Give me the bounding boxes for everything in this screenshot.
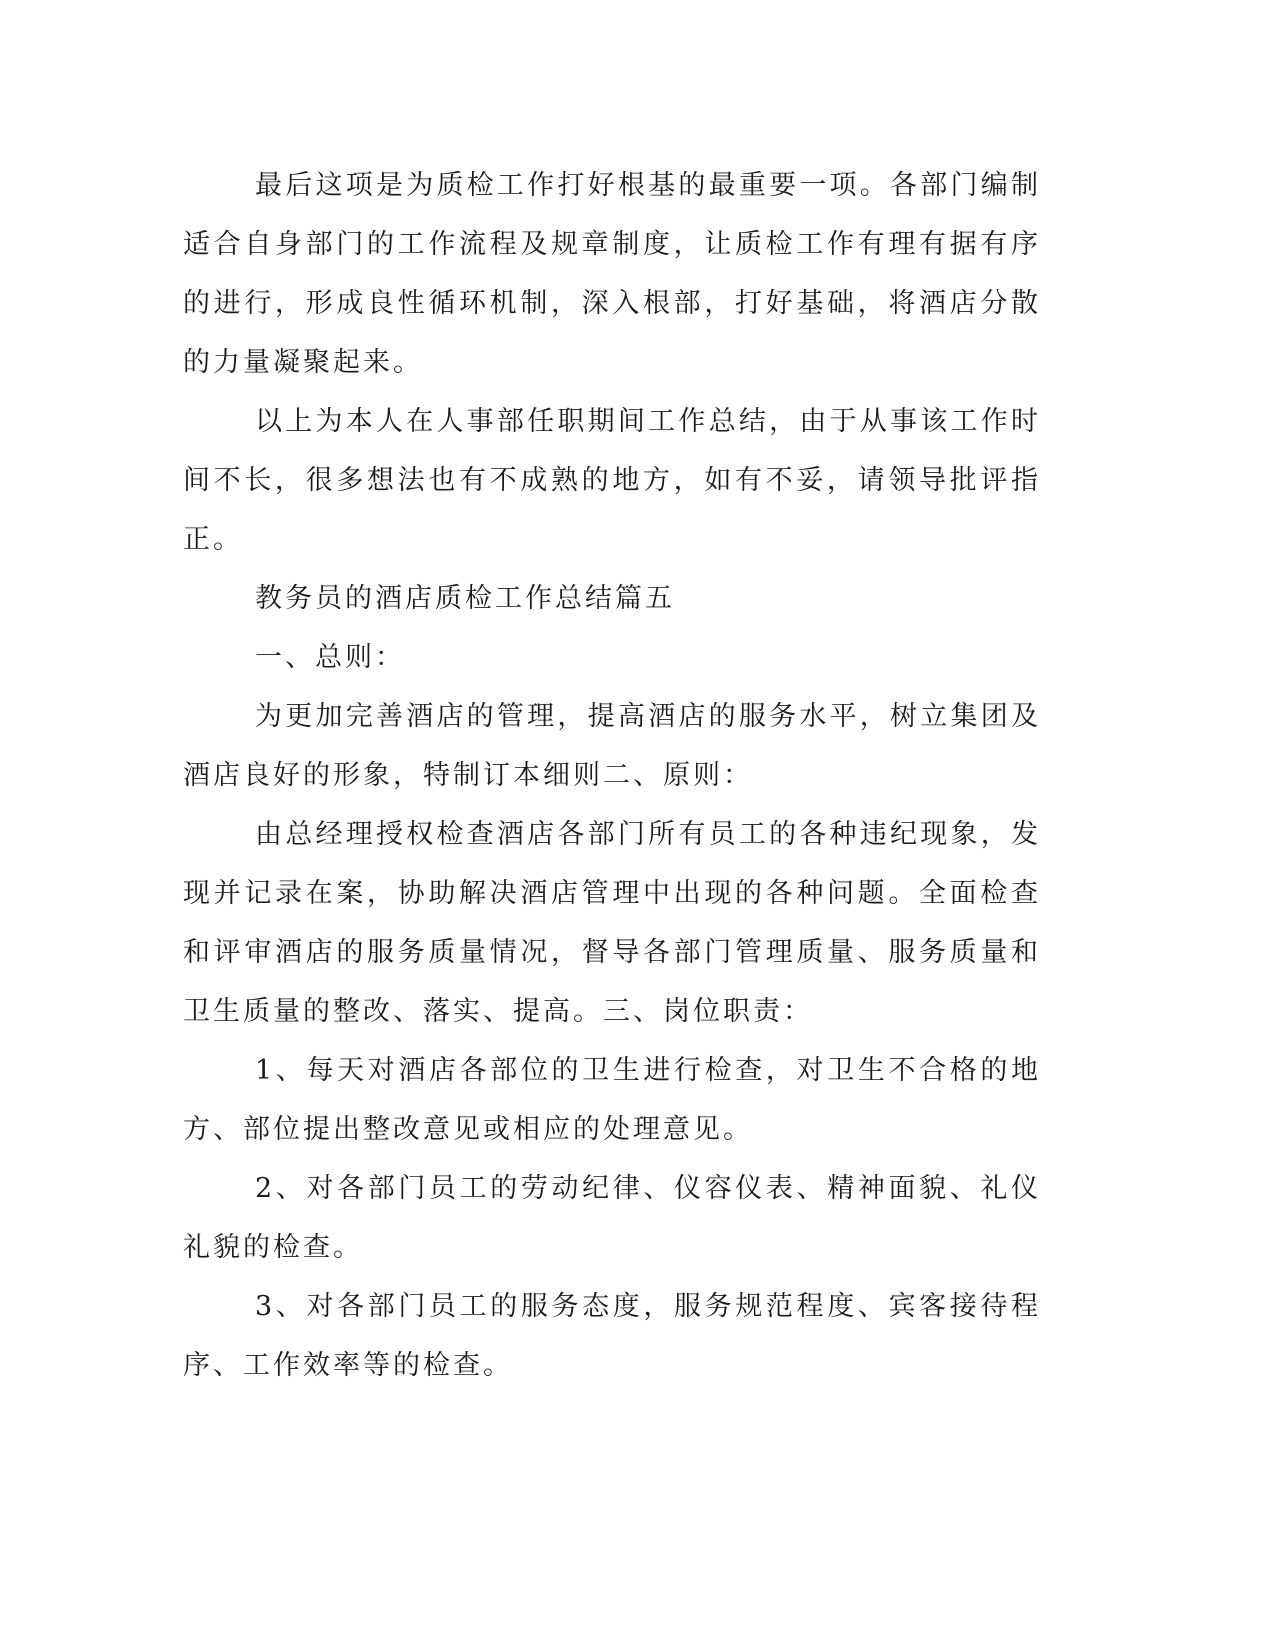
- document-body: [183, 156, 1041, 1395]
- list-item-duty-2: 2、对各部门员工的劳动纪律、仪容仪表、精神面貌、礼仪礼貌的检查。: [183, 1173, 1041, 1263]
- paragraph-purpose: 为更加完善酒店的管理，提高酒店的服务水平，树立集团及酒店良好的形象，特制订本细则二、原则：: [183, 701, 1041, 791]
- paragraph-conclusion: 以上为本人在人事部任职期间工作总结，由于从事该工作时间不长，很多想法也有不成熟的地方，如有不妥，请领导批评指正。: [183, 406, 1041, 555]
- list-item-duty-1: 1、每天对酒店各部位的卫生进行检查，对卫生不合格的地方、部位提出整改意见或相应的处理意见。: [183, 1055, 1041, 1145]
- subheading-general: 一、总则：: [255, 642, 405, 673]
- list-item-duty-3: 3、对各部门员工的服务态度，服务规范程度、宾客接待程序、工作效率等的检查。: [183, 1291, 1041, 1381]
- paragraph-authority: 由总经理授权检查酒店各部门所有员工的各种违纪现象，发现并记录在案，协助解决酒店管理中出现的各种问题。全面检查和评审酒店的服务质量情况，督导各部门管理质量、服务质量和卫生质量的整改、落实、提高。三、岗位职责：: [183, 819, 1041, 1027]
- paragraph-closing-item: 最后这项是为质检工作打好根基的最重要一项。各部门编制适合自身部门的工作流程及规章制度，让质检工作有理有据有序的进行，形成良性循环机制，深入根部，打好基础，将酒店分散的力量凝聚起来。: [183, 170, 1041, 378]
- section-heading: 教务员的酒店质检工作总结篇五: [255, 583, 675, 614]
